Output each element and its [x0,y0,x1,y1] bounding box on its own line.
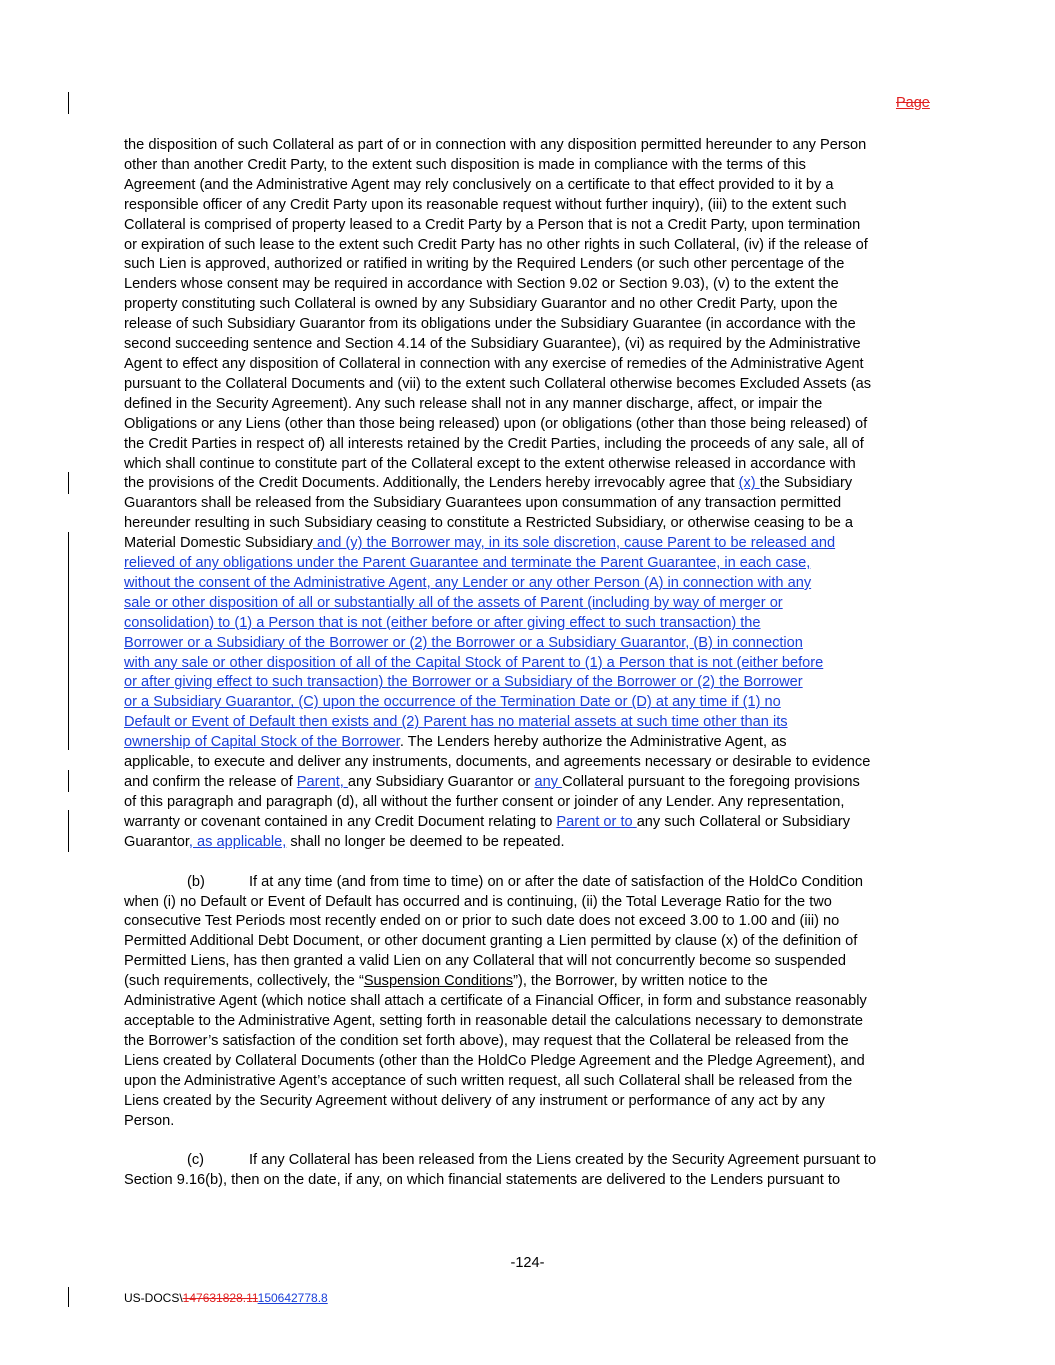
text-segment: the provisions of the Credit Documents. Additionally, the Lenders hereby irrevocably agree that [124,475,739,492]
text-line [124,255,934,275]
text-line [124,574,934,594]
text-segment: Guarantors shall be released from the Subsidiary Guarantees upon consummation of any transaction permitted [124,495,842,512]
header-page-label: Page [896,95,930,111]
text-segment: property constituting such Collateral is owned by any Subsidiary Guarantor and no other Credit Party, upon the [124,296,838,313]
text-segment: such Lien is approved, authorized or ratified in writing by the Required Lenders (or such other percentage of the [124,256,845,273]
text-segment: Agent to effect any disposition of Collateral in connection with any exercise of remedies of the Administrative Agent [124,355,864,372]
text-line [124,395,934,415]
text-line: when (i) no Default or Event of Default has occurred and is continuing, (ii) the Total Leverage Ratio for the two [124,893,832,910]
change-bar [68,472,69,494]
text-segment: Collateral is comprised of property leased to a Credit Party by a Person that is not a Credit Party, upon termination [124,216,861,233]
text-line [124,554,934,574]
text-line [124,833,934,853]
paragraph-c [124,1151,934,1191]
text-line [124,355,934,375]
text-line [124,315,934,335]
text-line [124,514,934,534]
paragraph-b-label: (b) [187,873,205,890]
text-line [124,335,934,355]
text-segment: or expiration of such lease to the extent such Credit Party has no other rights in such Collateral, (iv) if the release of [124,236,868,253]
text-line: Liens created by the Security Agreement without delivery of any instrument or performance of any act by any [124,1092,825,1109]
text-line [124,534,934,554]
text-line: Permitted Additional Debt Document, or other document granting a Lien permitted by clause (x) of the definition of [124,933,858,950]
inserted-text: Parent, [296,774,348,790]
text-line: Permitted Liens, has then granted a valid Lien on any Collateral that will not concurrently become so suspended [124,953,847,970]
text-line [124,136,934,156]
inserted-text: (x) [738,475,760,492]
defined-term-suspension-conditions: Suspension Conditions [363,973,514,990]
text-line [124,275,934,295]
doc-id-inserted: 150642778.8 [257,1291,328,1305]
text-segment: Obligations or any Liens (other than those being released) upon (or obligations (other than those being released) of [124,415,868,432]
text-segment: the Subsidiary [759,475,853,492]
change-bar [68,92,69,114]
text-segment: warranty or covenant contained in any Credit Document relating to [124,813,557,830]
text-line: Person. [124,1112,175,1129]
text-line [124,654,934,674]
paragraph-a [124,136,934,853]
text-line [124,693,934,713]
document-body [124,136,934,1191]
text-segment: Material Domestic Subsidiary [124,535,313,552]
inserted-text: consolidation) to (1) a Person that is not (either before or after giving effect to such transaction) the [124,614,761,631]
text-line: (such requirements, collectively, the “ [124,973,364,990]
text-line: the Borrower’s satisfaction of the condition set forth above), may request that the Collateral be released from the [124,1032,849,1049]
text-segment: which shall continue to constitute part of the Collateral except to the extent otherwise released in accordance with [124,455,856,472]
doc-id-deleted: 147631828.11 [182,1291,258,1305]
text-line: Section 9.16(b), then on the date, if any, on which financial statements are delivered to the Lenders pursuant to [124,1172,841,1189]
inserted-text: ownership of Capital Stock of the Borrower [124,734,400,751]
inserted-text: any [534,774,563,790]
text-line: acceptable to the Administrative Agent, setting forth in reasonable detail the calculations necessary to demonstrate [124,1012,864,1029]
text-line: ”), the Borrower, by written notice to the [513,973,768,990]
text-line [124,415,934,435]
text-line [124,196,934,216]
text-line [124,494,934,514]
inserted-text: Default or Event of Default then exists and (2) Parent has no material assets at such time other than its [124,714,788,731]
inserted-text: relieved of any obligations under the Parent Guarantee and terminate the Parent Guarantee, in each case, [124,555,811,572]
text-segment: Guarantor [124,833,189,850]
text-line [124,773,934,793]
text-line [124,455,934,475]
text-segment: pursuant to the Collateral Documents and (vii) to the extent such Collateral otherwise becomes Excluded Assets (as [124,375,872,392]
text-line [124,614,934,634]
text-line [124,435,934,455]
text-segment: . The Lenders hereby authorize the Administrative Agent, as [399,734,787,751]
inserted-text: Borrower or a Subsidiary of the Borrower or (2) the Borrower or a Subsidiary Guarantor, (B) in connection [124,634,803,651]
text-segment: any such Collateral or Subsidiary [636,813,851,830]
paragraph-b [124,873,934,1132]
text-line [124,474,934,494]
text-segment: any Subsidiary Guarantor or [347,774,535,790]
text-line [124,375,934,395]
text-line [124,713,934,733]
text-line [124,594,934,614]
inserted-text: Parent or to [556,813,637,830]
paragraph-c-label: (c) [187,1152,205,1169]
text-line [124,733,934,753]
text-segment: Agreement (and the Administrative Agent may rely conclusively on a certificate to that effect provided to it by a [124,176,834,193]
text-line [124,634,934,654]
paragraph-b-first-line: If at any time (and from time to time) on or after the date of satisfaction of the HoldCo Condition [249,873,864,890]
text-line [124,793,934,813]
text-segment: Collateral pursuant to the foregoing provisions [562,774,860,790]
text-segment: release of such Subsidiary Guarantor from its obligations under the Subsidiary Guarantee (in accordance with the [124,316,856,333]
inserted-text: with any sale or other disposition of all of the Capital Stock of Parent to (1) a Person that is not (either before [124,654,824,671]
text-line [124,295,934,315]
text-segment: responsible officer of any Credit Party upon its reasonable request without further inquiry), (iii) to the extent such [124,196,847,213]
text-line: consecutive Test Periods most recently ended on or prior to such date does not exceed 3.00 to 1.00 and (iii) no [124,913,840,930]
text-line: Liens created by Collateral Documents (other than the HoldCo Pledge Agreement and the Pledge Agreement), and [124,1052,865,1069]
text-segment: the Credit Parties in respect of) all interests retained by the Credit Parties, including the proceeds of any sale, all of [124,435,864,452]
change-bar [68,810,69,852]
text-segment: and confirm the release of [124,774,297,790]
text-segment: second succeeding sentence and Section 4.14 of the Subsidiary Guarantee), (vi) as required by the Administrative [124,336,861,353]
inserted-text: and (y) the Borrower may, in its sole discretion, cause Parent to be released and [312,535,836,552]
text-line [124,156,934,176]
inserted-text: sale or other disposition of all or substantially all of the assets of Parent (including by way of merger or [124,594,783,611]
page-number: -124- [510,1255,545,1271]
document-id-footer [124,1291,328,1305]
text-line [124,753,934,773]
text-line [124,216,934,236]
text-line [124,236,934,256]
text-line: upon the Administrative Agent’s acceptance of such written request, all such Collateral shall be released from the [124,1072,853,1089]
text-line [124,813,934,833]
text-segment: Lenders whose consent may be required in accordance with Section 9.02 or Section 9.03), (v) to the extent the [124,276,839,293]
change-bar [68,1287,69,1307]
text-line [124,673,934,693]
inserted-text: or after giving effect to such transaction) the Borrower or a Subsidiary of the Borrower or (2) the Borrower [124,674,803,691]
inserted-text: or a Subsidiary Guarantor, (C) upon the occurrence of the Termination Date or (D) at any time if (1) no [124,694,781,711]
text-line [124,176,934,196]
paragraph-c-first-line: If any Collateral has been released from the Liens created by the Security Agreement pursuant to [249,1152,877,1169]
text-segment: defined in the Security Agreement). Any such release shall not in any manner discharge, affect, or impair the [124,395,823,412]
text-segment: hereunder resulting in such Subsidiary ceasing to constitute a Restricted Subsidiary, or otherwise ceasing to be a [124,515,854,532]
text-segment: other than another Credit Party, to the extent such disposition is made in compliance with the terms of this [124,156,806,173]
change-bar [68,532,69,750]
doc-id-prefix: US-DOCS\ [124,1291,183,1305]
text-segment: shall no longer be deemed to be repeated. [286,833,565,850]
text-segment: applicable, to execute and deliver any instruments, documents, and agreements necessary or desirable to evidence [124,754,871,771]
change-bar [68,770,69,792]
inserted-text: , as applicable, [188,833,287,850]
text-segment: of this paragraph and paragraph (d), all without the further consent or joinder of any Lender. Any representation, [124,793,845,810]
inserted-text: without the consent of the Administrative Agent, any Lender or any other Person (A) in connection with any [124,574,812,591]
text-line: Administrative Agent (which notice shall attach a certificate of a Financial Officer, in form and substance reasonably [124,993,867,1010]
text-segment: the disposition of such Collateral as part of or in connection with any disposition permitted hereunder to any Person [124,137,867,153]
